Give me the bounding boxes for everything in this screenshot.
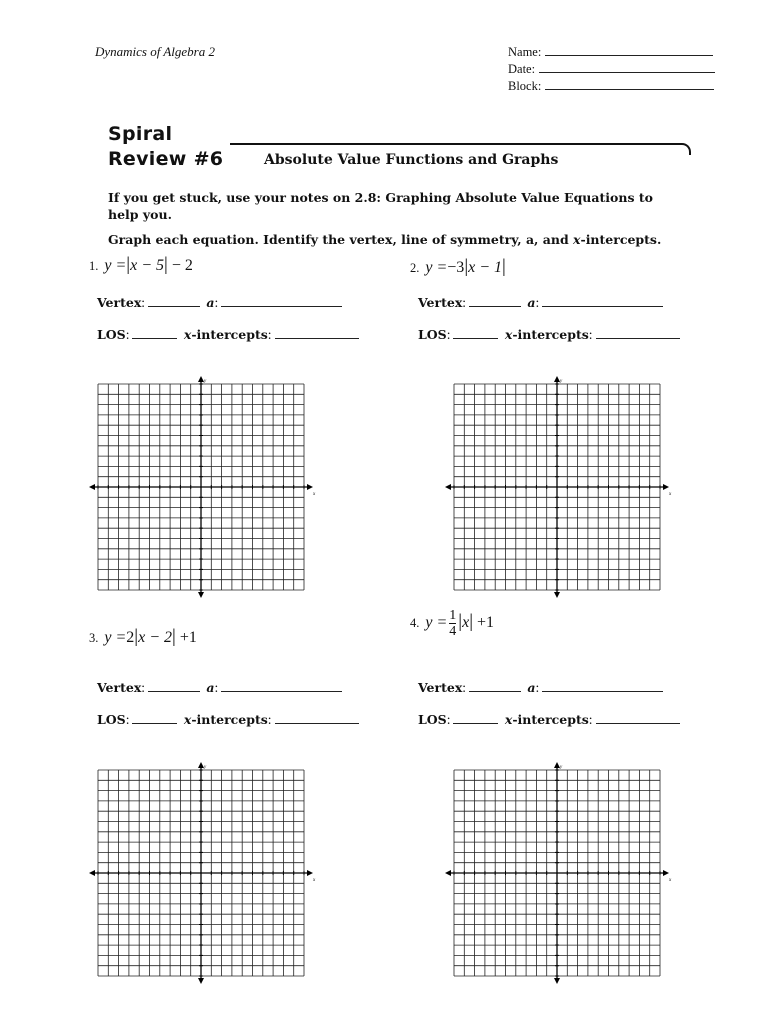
block-label: Block: <box>508 79 542 93</box>
instruction-help: If you get stuck, use your notes on 2.8: Graphing Absolute Value Equations to help you. <box>108 190 653 222</box>
problem-4-vertex-row <box>418 680 666 696</box>
colon: : <box>588 327 593 342</box>
problem-1-inner: x − 5 <box>130 257 164 274</box>
x-axis-label: x <box>669 878 672 883</box>
problem-4-vertex-blank[interactable] <box>469 681 521 692</box>
problem-3-vertex-blank[interactable] <box>148 681 200 692</box>
xint-label: -intercepts <box>512 712 589 727</box>
problem-3-los-row <box>97 712 362 728</box>
x-axis-label: x <box>313 492 316 497</box>
problem-2-pre: −3 <box>447 259 465 276</box>
problem-4-los-row <box>418 712 683 728</box>
colon: : <box>141 295 146 310</box>
problem-3-xint-blank[interactable] <box>275 713 359 724</box>
problem-2-number: 2. <box>410 261 420 275</box>
problem-2-los-row <box>418 327 683 343</box>
page-subtitle: Absolute Value Functions and Graphs <box>264 152 559 168</box>
problem-2-vertex-blank[interactable] <box>469 296 521 307</box>
colon: : <box>446 327 451 342</box>
colon: : <box>125 327 130 342</box>
x-axis-arrow-right <box>663 484 669 490</box>
vertex-label: Vertex <box>418 680 463 695</box>
colon: : <box>125 712 130 727</box>
problem-2-vertex-row <box>418 295 666 311</box>
y-axis-label: y <box>560 379 563 384</box>
problem-2-los-blank[interactable] <box>453 328 498 339</box>
x-axis-arrow-left <box>89 870 95 876</box>
los-label: LOS <box>418 327 447 342</box>
problem-1-equation: 1. y =|x − 5| − 2 <box>89 254 193 275</box>
problem-1-los-blank[interactable] <box>132 328 177 339</box>
xint-label: -intercepts <box>191 327 268 342</box>
problem-1-grid[interactable] <box>88 376 314 588</box>
problem-1-lhs: y = <box>104 257 127 274</box>
problem-1-xint-blank[interactable] <box>275 328 359 339</box>
problem-3-lhs: y = <box>104 629 127 646</box>
name-label: Name: <box>508 45 542 59</box>
y-axis-label: y <box>204 765 207 770</box>
xint-var: x <box>504 712 513 727</box>
problem-3-a-blank[interactable] <box>221 681 342 692</box>
xint-var: x <box>183 712 192 727</box>
x-axis-arrow-left <box>89 484 95 490</box>
a-label: a <box>206 680 215 695</box>
a-label: a <box>527 680 536 695</box>
problem-1-vertex-blank[interactable] <box>148 296 200 307</box>
problem-4-equation: 4. y = $\frac{1}{4}$ |x| +1 <box>410 608 495 639</box>
colon: : <box>535 295 540 310</box>
problem-2-lhs: y = <box>425 259 448 276</box>
vertex-label: Vertex <box>97 680 142 695</box>
problem-3-grid[interactable] <box>88 762 314 974</box>
problem-4-a-blank[interactable] <box>542 681 663 692</box>
problem-1-vertex-row <box>97 295 345 311</box>
problem-1-post: − 2 <box>171 257 193 274</box>
colon: : <box>267 712 272 727</box>
x-axis-arrow-left <box>445 484 451 490</box>
y-axis-arrow-down <box>554 592 560 598</box>
problem-3-pre: 2 <box>126 629 135 646</box>
problem-4-number: 4. <box>410 616 420 631</box>
problem-3-los-blank[interactable] <box>132 713 177 724</box>
vertex-label: Vertex <box>97 295 142 310</box>
x-axis-arrow-right <box>307 484 313 490</box>
xint-label: -intercepts <box>512 327 589 342</box>
y-axis-label: y <box>560 765 563 770</box>
problem-1-a-blank[interactable] <box>221 296 342 307</box>
title-rule-hook <box>680 143 691 155</box>
problem-2-equation: 2. y =−3|x − 1| <box>410 256 506 277</box>
x-axis-arrow-right <box>663 870 669 876</box>
x-axis-label: x <box>669 492 672 497</box>
xint-var: x <box>504 327 513 342</box>
y-axis-label: y <box>204 379 207 384</box>
problem-4-los-blank[interactable] <box>453 713 498 724</box>
problem-4-xint-blank[interactable] <box>596 713 680 724</box>
problem-4-fraction <box>449 608 456 639</box>
y-axis-arrow-down <box>198 592 204 598</box>
date-field[interactable] <box>508 61 715 77</box>
problem-2-xint-blank[interactable] <box>596 328 680 339</box>
problem-4-post: +1 <box>477 614 495 632</box>
los-label: LOS <box>418 712 447 727</box>
colon: : <box>214 680 219 695</box>
instruction-task-pre: Graph each equation. Identify the vertex, line of symmetry, a, and <box>108 232 574 247</box>
a-label: a <box>527 295 536 310</box>
problem-4-inner: x <box>462 614 470 632</box>
problem-4-frac-num: 1 <box>449 608 457 623</box>
instruction-task-var: x <box>573 232 581 247</box>
los-label: LOS <box>97 712 126 727</box>
vertex-label: Vertex <box>418 295 463 310</box>
colon: : <box>214 295 219 310</box>
problem-3-number: 3. <box>89 631 99 645</box>
date-blank[interactable] <box>539 61 715 73</box>
colon: : <box>462 680 467 695</box>
problem-4-grid[interactable] <box>444 762 670 974</box>
colon: : <box>588 712 593 727</box>
title-rule <box>230 143 682 145</box>
problem-1-number: 1. <box>89 259 99 273</box>
name-field[interactable] <box>508 44 713 60</box>
title-line1: Spiral <box>108 123 173 145</box>
x-axis-label: x <box>313 878 316 883</box>
problem-1-los-row <box>97 327 362 343</box>
colon: : <box>267 327 272 342</box>
problem-2-grid[interactable] <box>444 376 670 588</box>
block-field[interactable] <box>508 78 714 94</box>
course-name: Dynamics of Algebra 2 <box>95 44 215 59</box>
x-axis-arrow-right <box>307 870 313 876</box>
date-label: Date: <box>508 62 536 76</box>
problem-4-lhs: y = <box>425 614 448 632</box>
problem-2-inner: x − 1 <box>468 259 503 276</box>
problem-2-a-blank[interactable] <box>542 296 663 307</box>
xint-label: -intercepts <box>191 712 268 727</box>
y-axis-arrow-down <box>554 978 560 984</box>
block-blank[interactable] <box>545 78 714 90</box>
colon: : <box>141 680 146 695</box>
title-line2: Review #6 <box>108 148 224 170</box>
problem-3-inner: x − 2 <box>138 629 172 646</box>
problem-4-frac-den: 4 <box>449 624 457 639</box>
name-blank[interactable] <box>545 44 713 56</box>
colon: : <box>462 295 467 310</box>
colon: : <box>535 680 540 695</box>
colon: : <box>446 712 451 727</box>
instruction-task-post: -intercepts. <box>580 232 662 247</box>
instruction-task <box>108 231 668 248</box>
problem-3-equation: 3. y =2|x − 2| +1 <box>89 626 197 647</box>
los-label: LOS <box>97 327 126 342</box>
problem-3-post: +1 <box>179 629 197 646</box>
xint-var: x <box>183 327 192 342</box>
x-axis-arrow-left <box>445 870 451 876</box>
y-axis-arrow-down <box>198 978 204 984</box>
a-label: a <box>206 295 215 310</box>
problem-3-vertex-row <box>97 680 345 696</box>
